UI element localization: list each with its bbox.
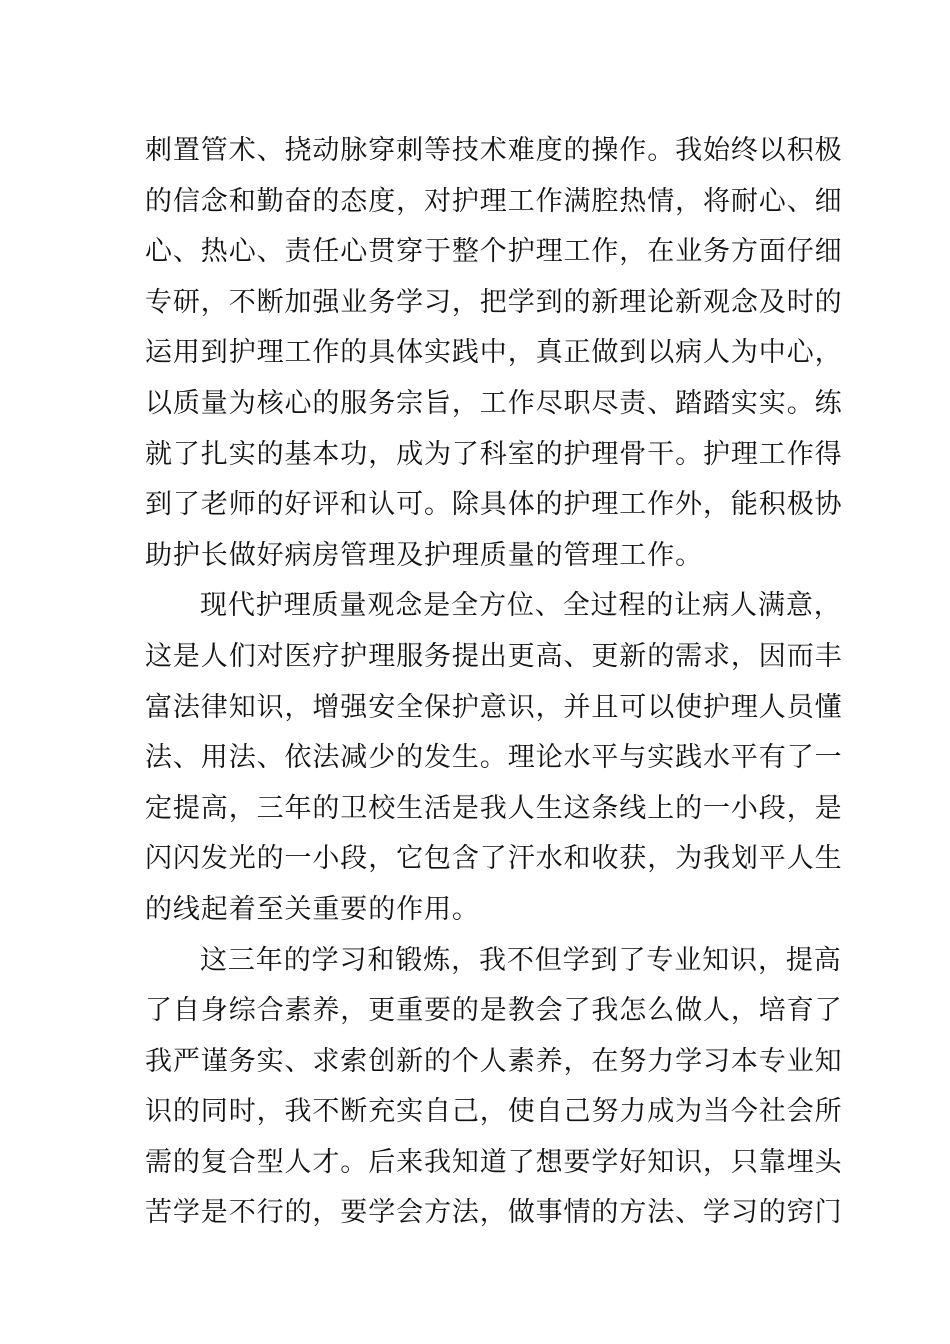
text-line: 法、用法、依法减少的发生。理论水平与实践水平有了一: [145, 742, 843, 774]
text-line: 助护长做好病房管理及护理质量的管理工作。: [145, 539, 703, 571]
body-text: [145, 126, 843, 1239]
text-line: 识的同时，我不断充实自己，使自己努力成为当今社会所: [145, 1096, 843, 1128]
text-line: 的信念和勤奋的态度，对护理工作满腔热情，将耐心、细: [145, 185, 843, 217]
text-line: 专研，不断加强业务学习，把学到的新理论新观念及时的: [145, 286, 843, 318]
text-line: 这是人们对医疗护理服务提出更高、更新的需求，因而丰: [145, 640, 843, 672]
text-line: 了自身综合素养，更重要的是教会了我怎么做人，培育了: [145, 995, 843, 1027]
text-line: 刺置管术、挠动脉穿刺等技术难度的操作。我始终以积极: [145, 135, 843, 166]
text-line: 运用到护理工作的具体实践中，真正做到以病人为中心，: [145, 337, 843, 369]
text-line: 心、热心、责任心贯穿于整个护理工作，在业务方面仔细: [145, 236, 843, 268]
text-line: 就了扎实的基本功，成为了科室的护理骨干。护理工作得: [145, 438, 843, 470]
text-line: 闪闪发光的一小段，它包含了汗水和收获，为我划平人生: [145, 843, 843, 875]
text-line: 富法律知识，增强安全保护意识，并且可以使护理人员懂: [145, 691, 843, 723]
text-line: 的线起着至关重要的作用。: [145, 893, 480, 925]
text-line: 苦学是不行的，要学会方法，做事情的方法、学习的窍门: [145, 1197, 843, 1229]
paragraph-first-line: 现代护理质量观念是全方位、全过程的让病人满意，: [200, 590, 842, 622]
text-line: 以质量为核心的服务宗旨，工作尽职尽责、踏踏实实。练: [145, 387, 843, 419]
text-line: 需的复合型人才。后来我知道了想要学好知识，只靠埋头: [145, 1146, 843, 1178]
text-line: 定提高，三年的卫校生活是我人生这条线上的一小段，是: [145, 792, 843, 824]
paragraph-first-line: 这三年的学习和锻炼，我不但学到了专业知识，提高: [200, 944, 842, 976]
text-line: 到了老师的好评和认可。除具体的护理工作外，能积极协: [145, 489, 843, 521]
text-line: 我严谨务实、求索创新的个人素养，在努力学习本专业知: [145, 1045, 843, 1077]
